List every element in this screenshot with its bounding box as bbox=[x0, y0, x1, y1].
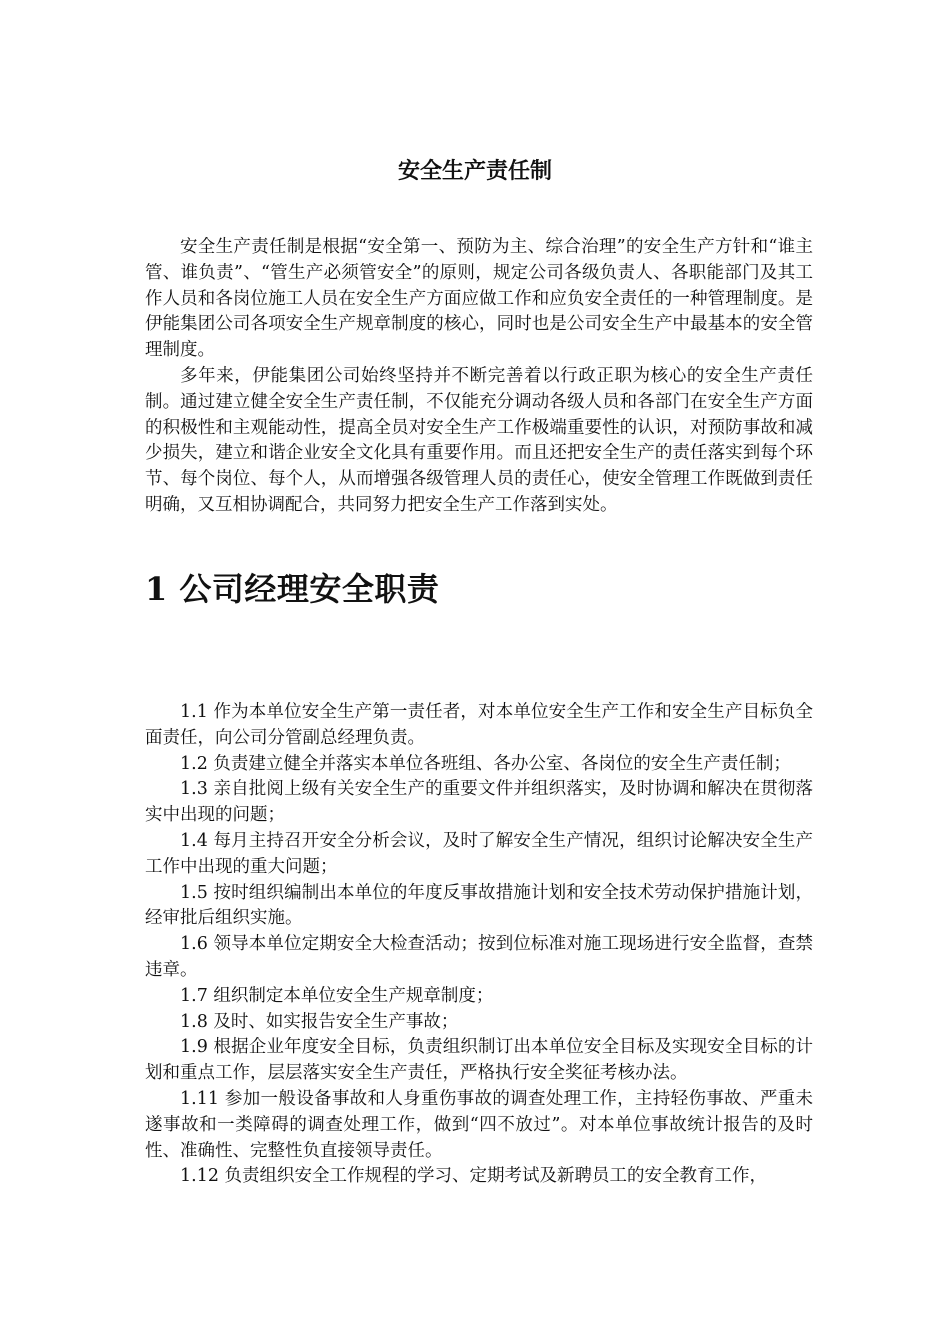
duty-item: 1.2 负责建立健全并落实本单位各班组、各办公室、各岗位的安全生产责任制； bbox=[180, 753, 791, 774]
duty-item: 1.7 组织制定本单位安全生产规章制度； bbox=[180, 985, 494, 1006]
intro-paragraph: 多年来，伊能集团公司始终坚持并不断完善着以行政正职为核心的安全生产责任制。通过建立健全安全生产责任制，不仅能充分调动各级人员和各部门在安全生产方面的积极性和主观能动性，提高全员对安全生产工作极端重要性的认识，对预防事故和减少损失，建立和谐企业安全文化具有重要作用。而且还把安全生产的责任落实到每个环节、每个岗位、每个人，从而增强各级管理人员的责任心，使安全管理工作既做到责任明确，又互相协调配合，共同努力把安全生产工作落到实处。 bbox=[145, 365, 813, 515]
section-heading: 1 公司经理安全职责 bbox=[145, 570, 440, 608]
intro-paragraph: 安全生产责任制是根据“安全第一、预防为主、综合治理”的安全生产方针和“谁主管、谁负责”、“管生产必须管安全”的原则，规定公司各级负责人、各职能部门及其工作人员和各岗位施工人员在安全生产方面应做工作和应负安全责任的一种管理制度。是伊能集团公司各项安全生产规章制度的核心，同时也是公司安全生产中最基本的安全管理制度。 bbox=[145, 237, 813, 361]
duty-item: 1.3 亲自批阅上级有关安全生产的重要文件并组织落实，及时协调和解决在贯彻落实中出现的问题； bbox=[145, 779, 813, 826]
document-title: 安全生产责任制 bbox=[397, 159, 552, 184]
duty-item: 1.5 按时组织编制出本单位的年度反事故措施计划和安全技术劳动保护措施计划，经审批后组织实施。 bbox=[145, 882, 813, 929]
duty-item: 1.12 负责组织安全工作规程的学习、定期考试及新聘员工的安全教育工作， bbox=[180, 1166, 768, 1187]
duty-item: 1.1 作为本单位安全生产第一责任者，对本单位安全生产工作和安全生产目标负全面责任，向公司分管副总经理负责。 bbox=[145, 702, 813, 748]
duty-item: 1.6 领导本单位定期安全大检查活动；按到位标准对施工现场进行安全监督，查禁违章。 bbox=[145, 934, 813, 980]
intro-section bbox=[145, 235, 813, 519]
duty-item: 1.8 及时、如实报告安全生产事故； bbox=[180, 1011, 459, 1032]
duty-item: 1.4 每月主持召开安全分析会议，及时了解安全生产情况，组织讨论解决安全生产工作中出现的重大问题； bbox=[145, 830, 813, 877]
duty-item: 1.11 参加一般设备事故和人身重伤事故的调查处理工作，主持轻伤事故、严重未遂事故和一类障碍的调查处理工作，做到“四不放过”。对本单位事故统计报告的及时性、准确性、完整性负直接领导责任。 bbox=[145, 1088, 813, 1161]
duty-item: 1.9 根据企业年度安全目标，负责组织制订出本单位安全目标及实现安全目标的计划和重点工作，层层落实安全生产责任，严格执行安全奖征考核办法。 bbox=[145, 1037, 813, 1084]
duty-list bbox=[145, 700, 813, 1190]
